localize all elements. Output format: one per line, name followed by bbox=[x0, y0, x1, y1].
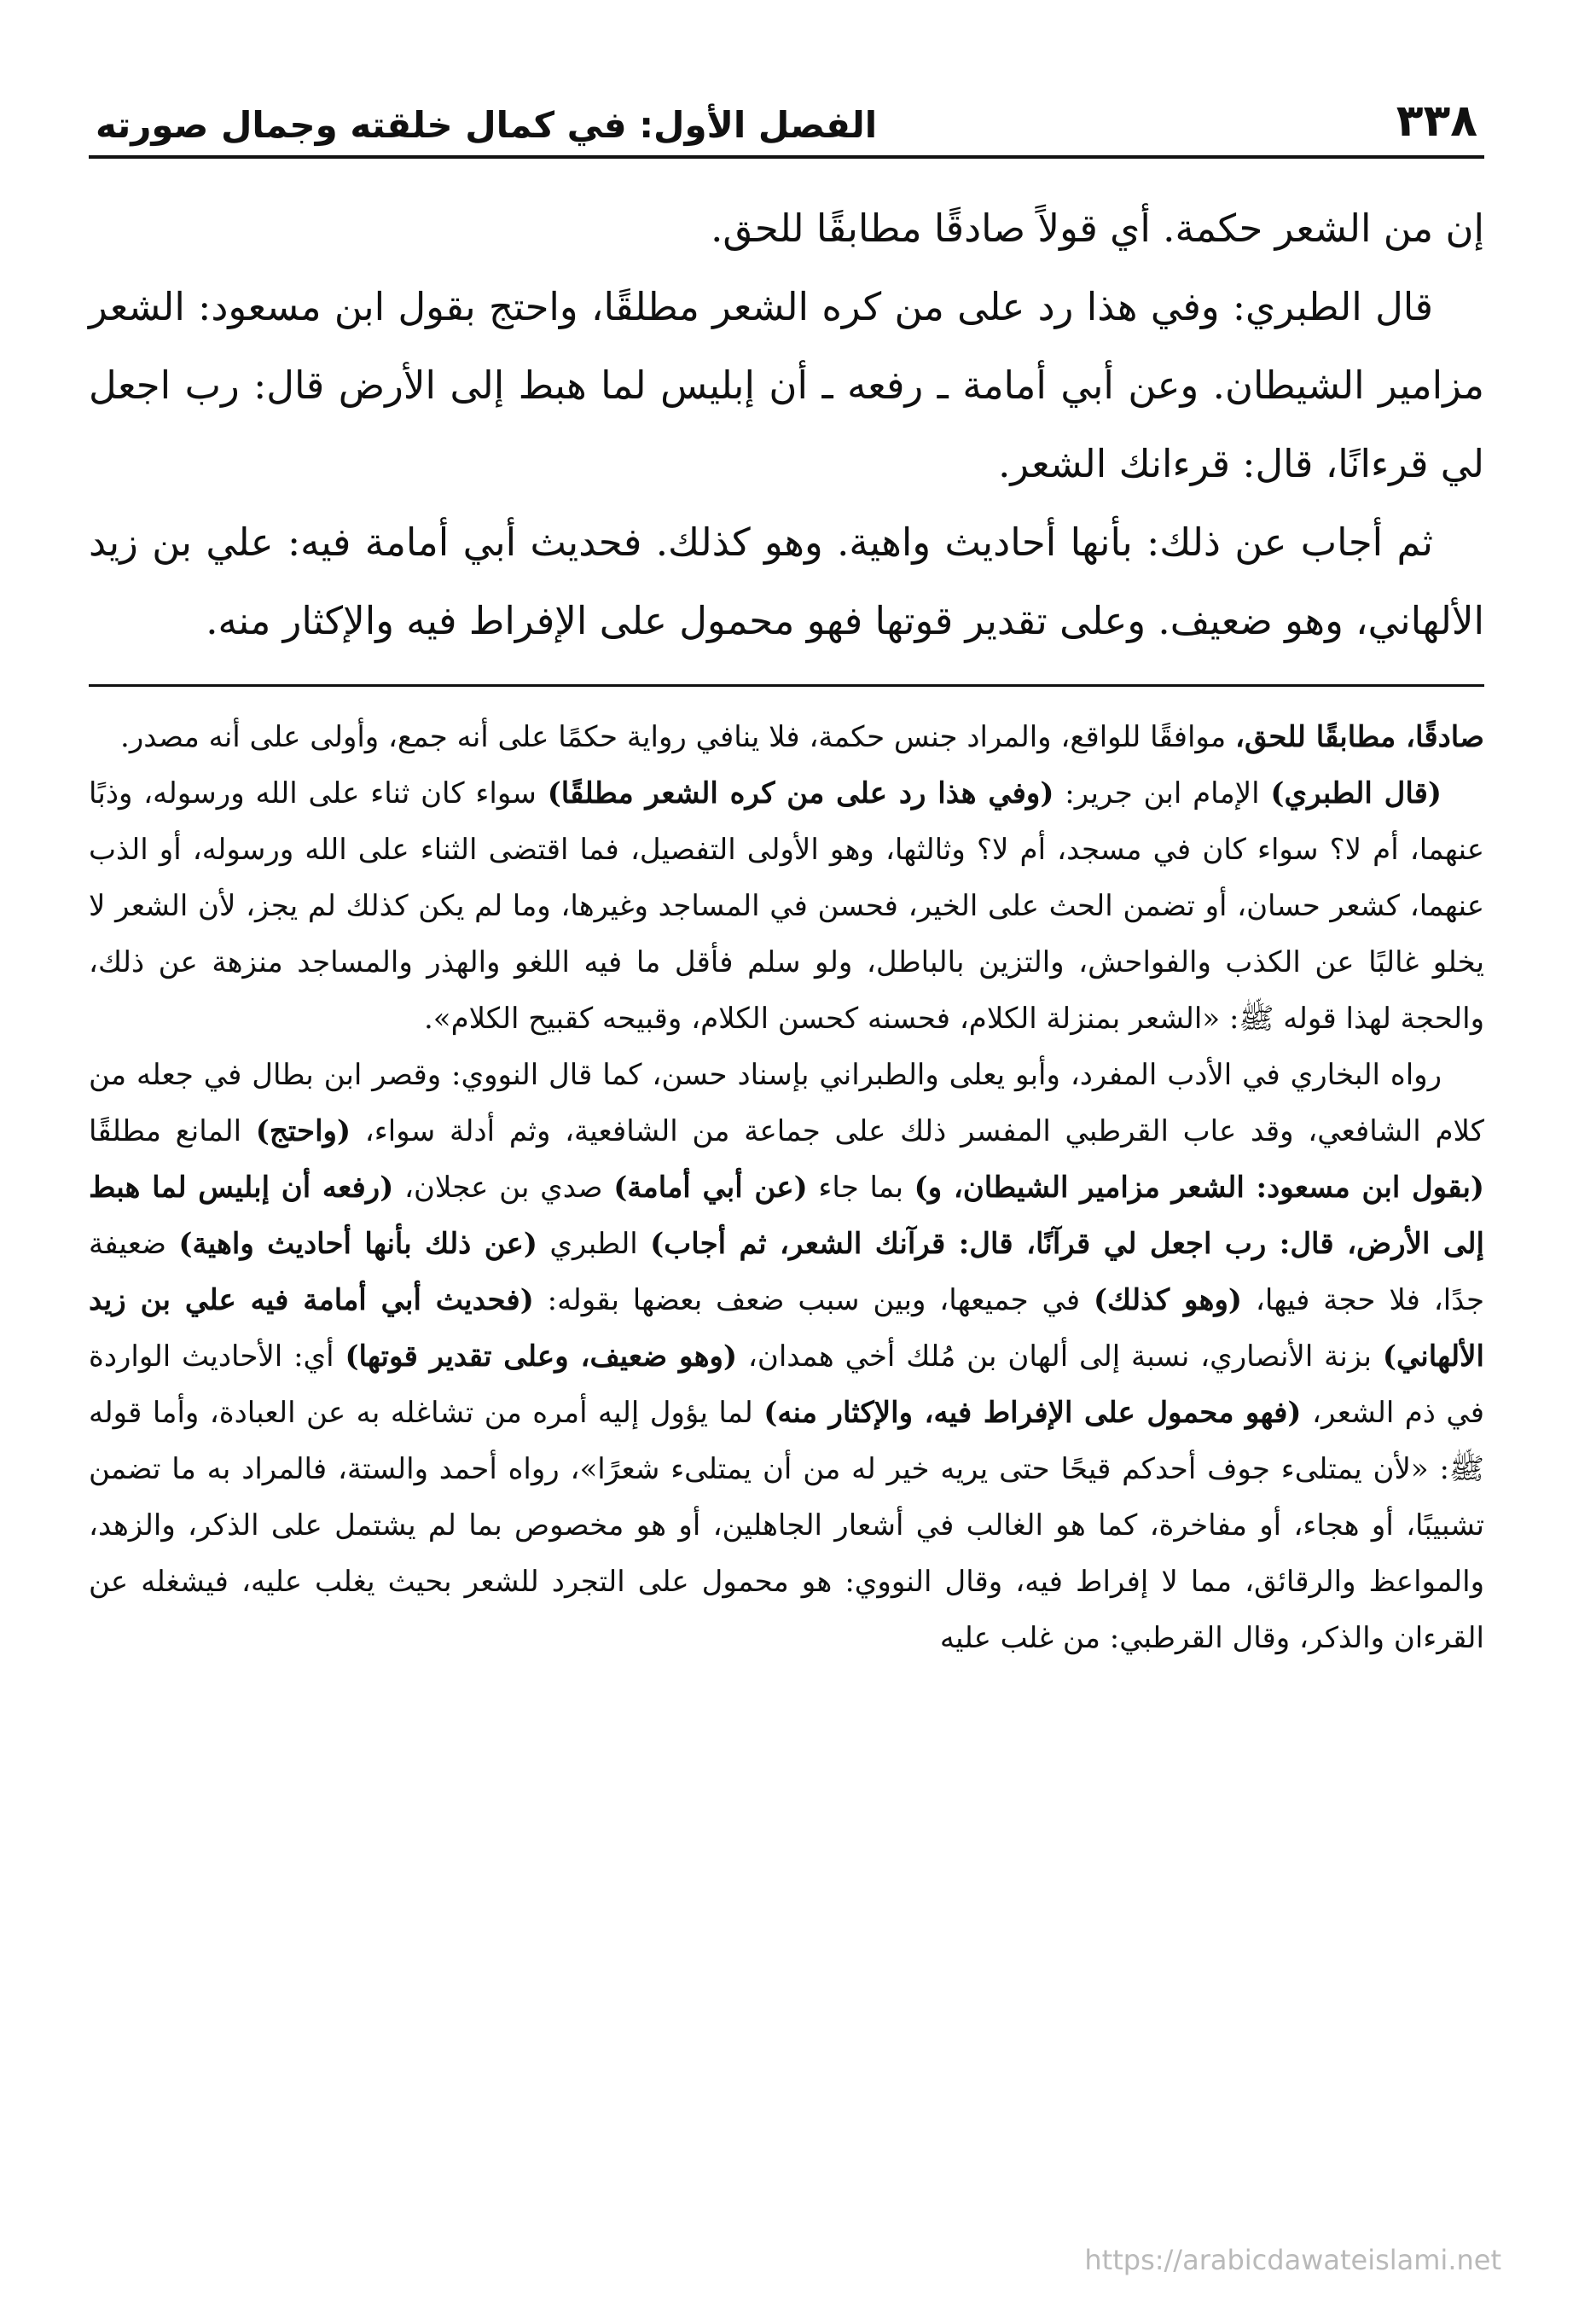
quoted-phrase: (وهو كذلك) bbox=[1093, 1283, 1242, 1317]
commentary-paragraph-3 bbox=[89, 1047, 1484, 1666]
quoted-phrase: (عن أبي أمامة) bbox=[613, 1171, 808, 1205]
page-header bbox=[89, 82, 1484, 159]
commentary-text: الإمام ابن جرير: bbox=[1054, 776, 1271, 810]
commentary-paragraph-2 bbox=[89, 765, 1484, 1047]
commentary-text: أي: الأحاديث الواردة في ذم الشعر، bbox=[89, 1339, 1484, 1430]
quoted-phrase: (فحديث أبي أمامة فيه علي بن زيد الألهاني) bbox=[89, 1283, 1484, 1374]
book-page bbox=[89, 82, 1484, 2266]
quoted-phrase: (قال الطبري) bbox=[1270, 776, 1442, 810]
commentary bbox=[89, 709, 1484, 1666]
quoted-phrase: (بقول ابن مسعود: الشعر مزامير الشيطان، و) bbox=[914, 1171, 1484, 1205]
main-text bbox=[89, 189, 1484, 660]
quoted-phrase: (عن ذلك بأنها أحاديث واهية) bbox=[178, 1227, 538, 1261]
commentary-text: رواه البخاري في الأدب المفرد، وأبو يعلى والطبراني بإسناد حسن، كما قال النووي: وقصر ابن بطال في جعله من كلام الشافعي، وقد عاب القرطبي المفسر ذلك على جماعة من الشافعية، وثم أدلة سواء، bbox=[89, 1058, 1484, 1148]
quoted-phrase: (واحتج) bbox=[255, 1114, 351, 1148]
quoted-phrase: (فهو محمول على الإفراط فيه، والإكثار منه) bbox=[763, 1396, 1302, 1430]
footnote-separator bbox=[89, 684, 1484, 687]
commentary-text: صدي بن عجلان، bbox=[393, 1171, 614, 1205]
commentary-text: سواء كان ثناء على الله ورسوله، وذبًا عنهما، أم لا؟ سواء كان في مسجد، أم لا؟ وثالثها، وهو الأولى التفصيل، فما اقتضى الثناء على الله ورسوله، أو الذب عنهما، كشعر حسان، أو تضمن الحث على الخير، فحسن في المساجد وغيرها، وما لم يكن كذلك لم يجز، لأن الشعر لا يخلو غالبًا عن الكذب والفواحش، والتزين بالباطل، ولو سلم فأقل ما فيه اللغو والهذر والمساجد منزهة عن ذلك، والحجة لهذا قوله ﷺ: «الشعر بمنزلة الكلام، فحسنه كحسن الكلام، وقبيحه كقبيح الكلام». bbox=[89, 776, 1484, 1036]
commentary-text: لما يؤول إليه أمره من تشاغله به عن العبادة، وأما قوله ﷺ: «لأن يمتلىء جوف أحدكم قيحًا حتى يريه خير له من أن يمتلىء شعرًا»، رواه أحمد والستة، فالمراد به ما تضمن تشبيبًا، أو هجاء، أو مفاخرة، كما هو الغالب في أشعار الجاهلين، أو هو مخصوص بما لم يشتمل على الذكر، والزهد، والمواعظ والرقائق، مما لا إفراط فيه، وقال النووي: هو محمول على التجرد للشعر بحيث يغلب عليه، فيشغله عن القرءان والذكر، وقال القرطبي: من غلب عليه bbox=[89, 1396, 1484, 1655]
commentary-text: ضعيفة جدًا، فلا حجة فيها، bbox=[89, 1227, 1485, 1317]
quoted-phrase: (رفعه أن إبليس لما هبط إلى الأرض، قال: رب اجعل لي قرآنًا، قال: قرآنك الشعر، ثم أجاب) bbox=[89, 1171, 1484, 1261]
commentary-text: بما جاء bbox=[807, 1171, 914, 1205]
quoted-phrase: (وهو ضعيف، وعلى تقدير قوتها) bbox=[345, 1339, 738, 1374]
main-paragraph-3: ثم أجاب عن ذلك: بأنها أحاديث واهية. وهو كذلك. فحديث أبي أمامة فيه: علي بن زيد الألهاني، وهو ضعيف. وعلى تقدير قوتها فهو محمول على الإفراط فيه والإكثار منه. bbox=[89, 520, 1484, 643]
commentary-text: المانع مطلقًا bbox=[89, 1114, 256, 1148]
quoted-phrase: صادقًا، مطابقًا للحق، bbox=[1234, 720, 1484, 754]
running-title: الفصل الأول: في كمال خلقته وجمال صورته bbox=[96, 104, 878, 146]
commentary-text: بزنة الأنصاري، نسبة إلى ألهان بن مُلك أخي همدان، bbox=[737, 1339, 1383, 1374]
commentary-text: الطبري bbox=[537, 1227, 651, 1261]
page-number: ٣٣٨ bbox=[1396, 96, 1477, 147]
main-paragraph-1: إن من الشعر حكمة. أي قولاً صادقًا مطابقًا للحق. bbox=[711, 206, 1484, 251]
watermark-url: https://arabicdawateislami.net bbox=[1084, 2244, 1501, 2276]
commentary-text: موافقًا للواقع، والمراد جنس حكمة، فلا ينافي رواية حكمًا على أنه جمع، وأولى على أنه مصدر. bbox=[120, 720, 1235, 754]
commentary-paragraph-1 bbox=[89, 709, 1484, 765]
quoted-phrase: (وفي هذا رد على من كره الشعر مطلقًا) bbox=[547, 776, 1054, 810]
main-paragraph-2: قال الطبري: وفي هذا رد على من كره الشعر مطلقًا، واحتج بقول ابن مسعود: الشعر مزامير الشيطان. وعن أبي أمامة ـ رفعه ـ أن إبليس لما هبط إلى الأرض قال: رب اجعل لي قرءانًا، قال: قرءانك الشعر. bbox=[89, 284, 1484, 486]
commentary-text: في جميعها، وبين سبب ضعف بعضها بقوله: bbox=[533, 1283, 1094, 1317]
